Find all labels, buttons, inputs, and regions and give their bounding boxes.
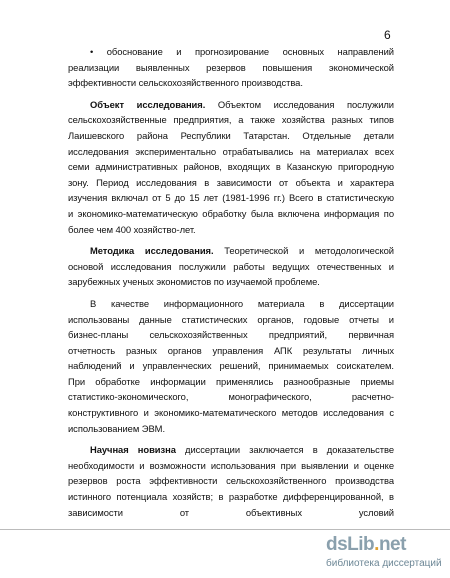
line-text: сельскохозяйственные предприятия, а также хозяйства разных типов	[68, 114, 394, 126]
line-text: зону. Период исследования в зависимости от объекта и характера	[68, 176, 394, 188]
text-line	[68, 44, 394, 60]
text-line	[68, 442, 394, 458]
section-heading: Объект исследования.	[90, 98, 206, 110]
line-text: • обоснование и прогнозирование основных направлений	[90, 46, 394, 57]
line-text: Объектом исследования послужили	[205, 98, 394, 110]
text-line	[68, 144, 394, 160]
page-number: 6	[384, 28, 391, 42]
text-line	[68, 421, 394, 437]
text-line	[68, 489, 394, 505]
line-text: наблюдений и управленческих решений, принимаемых соискателем.	[68, 360, 394, 372]
line-text: более чем 400 хозяйство-лет.	[68, 223, 196, 235]
text-line	[68, 60, 394, 76]
line-text: статистико-экономического, монографического, расчетно-	[68, 391, 394, 403]
text-line	[68, 112, 394, 128]
text-line	[68, 75, 394, 91]
text-line	[68, 274, 394, 290]
text-line	[68, 405, 394, 421]
watermark	[326, 534, 446, 578]
line-text: Лаишевского района Республики Татарстан. Отдельные детали	[68, 129, 394, 141]
line-text: В качестве информационного материала в диссертации	[90, 297, 394, 309]
text-line	[68, 128, 394, 144]
line-text: изучения включал от 5 до 15 лет (1981-1996 гг.) Всего в статистическую	[68, 192, 394, 204]
line-text: истинного потенциала хозяйств; в разработке дифференцированной, в	[68, 491, 394, 503]
line-text: отчетность разных органов управления АПК результаты личных	[68, 344, 394, 356]
text-line	[68, 374, 394, 390]
text-line	[68, 296, 394, 312]
text-line	[68, 343, 394, 359]
line-text: диссертации заключается в доказательстве	[175, 444, 394, 456]
text-line	[68, 243, 394, 259]
section-heading: Методика исследования.	[90, 245, 214, 257]
line-text: использованы данные статистических органов, годовые отчеты и	[68, 313, 394, 325]
section-heading: Научная новизна	[90, 444, 176, 456]
line-text: семи административных районов, входящих в Казанскую пригородную	[68, 161, 394, 173]
line-text: конструктивного и экономико-математического методов исследования с	[68, 407, 394, 419]
line-text: реализации выявленных резервов повышения экономической	[68, 61, 394, 73]
text-line	[68, 389, 394, 405]
text-line	[68, 312, 394, 328]
line-text: Теоретической и методологической	[213, 245, 394, 257]
watermark-logo: dsLib.net	[326, 534, 406, 555]
line-text: использованием ЭВМ.	[68, 422, 165, 434]
text-line	[68, 505, 394, 521]
footer-rule	[0, 529, 450, 530]
line-text: необходимости и возможности использования при выявлении и оценке	[68, 459, 394, 471]
text-line	[68, 327, 394, 343]
text-line	[68, 458, 394, 474]
line-text: исследования экспериментально отрабатывались на материалах всех	[68, 145, 394, 157]
text-line	[68, 473, 394, 489]
line-text: зарубежных ученых экономистов по изучаемой проблеме.	[68, 276, 320, 288]
line-text: зависимости от объективных условий	[68, 506, 394, 518]
watermark-subtitle: библиотека диссертаций	[326, 558, 442, 569]
text-line	[68, 259, 394, 275]
text-line	[68, 206, 394, 222]
text-line	[68, 358, 394, 374]
line-text: При обработке информации применялись разнообразные приемы	[68, 375, 394, 387]
line-text: и экономико-математическую обработку была включена информация по	[68, 207, 394, 219]
text-line	[68, 175, 394, 191]
line-text: основой исследования послужили работы ведущих отечественных и	[68, 260, 394, 272]
text-line	[68, 97, 394, 113]
line-text: резервов роста эффективности сельскохозяйственного производства	[68, 475, 394, 487]
text-line	[68, 190, 394, 206]
text-line	[68, 222, 394, 238]
line-text: бизнес-планы сельскохозяйственных предприятий, первичная	[68, 329, 394, 341]
text-line	[68, 159, 394, 175]
document-body	[68, 44, 394, 520]
line-text: эффективности сельскохозяйственного производства.	[68, 77, 303, 89]
